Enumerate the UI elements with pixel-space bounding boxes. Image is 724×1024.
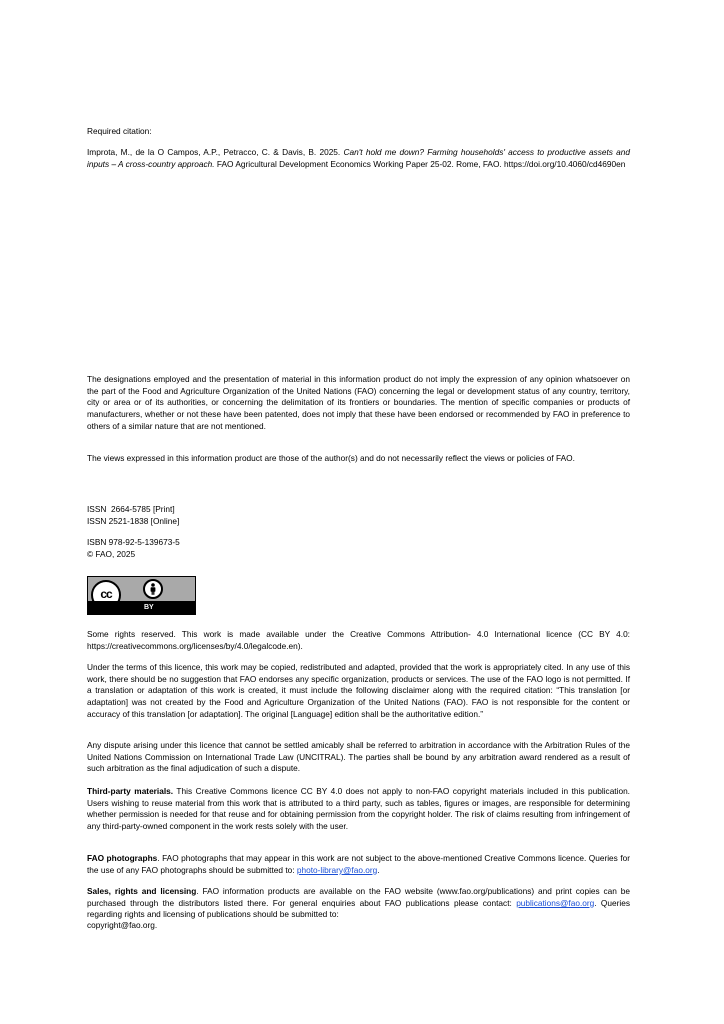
issn-online: ISSN 2521-1838 [Online] xyxy=(87,515,180,526)
by-label: BY xyxy=(144,604,154,611)
citation-rest: FAO Agricultural Development Economics Working Paper 25-02. Rome, FAO. https://doi.org/10.4060/cd4690en xyxy=(214,158,626,169)
attribution-person-icon xyxy=(143,579,163,599)
publications-email-link[interactable]: publications@fao.org xyxy=(516,897,595,908)
photo-library-email-link[interactable]: photo-library@fao.org xyxy=(296,864,378,875)
copyright-email: copyright@fao.org. xyxy=(87,920,158,930)
citation-title: Can't hold me down? Farming households' access to productive assets and inputs – A cross-country approach. xyxy=(87,147,631,169)
views-disclaimer: The views expressed in this information product are those of the author(s) and do not necessarily reflect the views or policies of FAO. xyxy=(87,453,575,463)
third-party-heading: Third-party materials. xyxy=(87,786,174,796)
copyright-notice: © FAO, 2025 xyxy=(87,548,136,559)
fao-photographs: FAO photographs. FAO photographs that may appear in this work are not subject to the above-mentioned Creative Commons licence. Queries for the use of any FAO photographs should be submitted to: photo-library@fao.org. xyxy=(87,853,631,875)
designations-disclaimer: The designations employed and the presentation of material in this information product do not imply the expression of any opinion whatsoever on the part of the Food and Agriculture Organization of the United Nations (FAO) concerning the legal or development status of any country, territory, city or area or of its authorities, or concerning the delimitation of its frontiers or boundaries. The mention of specific companies or products of manufacturers, whether or not these have been patented, does not imply that these have been endorsed or recommended by FAO in preference to others of a similar nature that are not mentioned. xyxy=(87,374,630,431)
citation-label: Required citation: xyxy=(87,126,152,136)
issn-print: ISSN 2664-5785 [Print] xyxy=(87,504,175,514)
citation-authors: Improta, M., de la O Campos, A.P., Petracco, C. & Davis, B. 2025. xyxy=(87,147,344,157)
license-dispute: Any dispute arising under this licence that cannot be settled amicably shall be referred to arbitration in accordance with the Arbitration Rules of the United Nations Commission on International Trade Law (UNCITRAL). The parties shall be bound by any arbitration award rendered as a result of such arbitration as the final adjudication of such a dispute. xyxy=(87,740,630,774)
isbn: ISBN 978-92-5-139673-5 xyxy=(87,537,180,547)
sales-heading: Sales, rights and licensing xyxy=(87,886,197,896)
photographs-heading: FAO photographs xyxy=(87,853,158,863)
issn-block xyxy=(87,504,630,527)
license-rights: Some rights reserved. This work is made available under the Creative Commons Attribution- 4.0 International licence (CC BY 4.0: https://creativecommons.org/licenses/by/4.0/legalcode.en). xyxy=(87,629,630,651)
third-party-materials: Third-party materials. This Creative Commons licence CC BY 4.0 does not apply to non-FAO copyright materials included in this publication. Users wishing to reuse material from this work that is attributed to a third party, such as tables, figures or images, are responsible for determining whether permission is needed for that reuse and for obtaining permission from the copyright holder. The risk of claims resulting from infringement of any third-party-owned component in the work rests solely with the user. xyxy=(87,786,630,832)
sales-rights-licensing: Sales, rights and licensing. FAO information products are available on the FAO website (www.fao.org/publications) and print copies can be purchased through the distributors listed there. For general enquiries about FAO publications please contact: publications@fao.org. Queries regarding rights and licensing of publications should be submitted to: xyxy=(87,886,630,920)
cc-by-license-badge xyxy=(87,576,196,615)
license-terms: Under the terms of this licence, this work may be copied, redistributed and adapted, provided that the work is appropriately cited. In any use of this work, there should be no suggestion that FAO endorses any specific organization, products or services. The use of the FAO logo is not permitted. If a translation or adaptation of this work is created, it must include the following disclaimer along with the required citation: “This translation [or adaptation] was not created by the Food and Agriculture Organization of the United Nations (FAO). FAO is not responsible for the content or accuracy of this translation [or adaptation]. The original [Language] edition shall be the authoritative edition.” xyxy=(87,662,630,719)
cc-icon: cc xyxy=(91,580,121,610)
citation-text xyxy=(87,147,630,170)
isbn-block xyxy=(87,537,630,560)
